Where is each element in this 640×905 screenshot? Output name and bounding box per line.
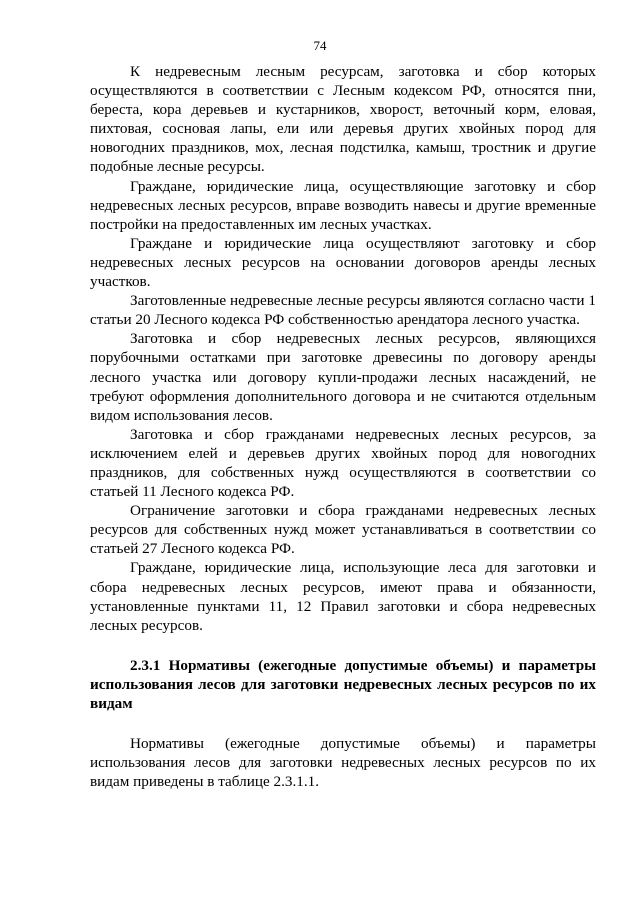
paragraph-felling-residues: Заготовка и сбор недревесных лесных ресурсов, являющихся порубочными остатками при заготовке древесины по договору аренды лесного участка или договору купли-продажи лесных насаждений, не требуют оформления дополнительного договора и не считаются отдельным видом использования лесов. [90, 330, 596, 424]
document-body [90, 62, 596, 791]
paragraph-rights-obligations: Граждане, юридические лица, использующие леса для заготовки и сбора недревесных лесных ресурсов, имеют права и обязанности, установленные пунктами 11, 12 Правил заготовки и сбора недревесных лесных ресурсов. [90, 559, 596, 634]
paragraph-ownership: Заготовленные недревесные лесные ресурсы являются согласно части 1 статьи 20 Лесного кодекса РФ собственностью арендатора лесного участка. [90, 292, 596, 329]
paragraph-restrictions: Ограничение заготовки и сбора гражданами недревесных лесных ресурсов для собственных нужд может устанавливаться в соответствии со статьей 27 Лесного кодекса РФ. [90, 502, 596, 558]
paragraph-non-timber-resources-definition: К недревесным лесным ресурсам, заготовка и сбор которых осуществляются в соответствии с Лесным кодексом РФ, относятся пни, береста, кора деревьев и кустарников, хворост, веточный корм, еловая, пихтовая, сосновая лапы, ели или деревья других хвойных пород для новогодних праздников, мох, лесная подстилка, камыш, тростник и другие подобные лесные ресурсы. [90, 63, 596, 176]
paragraph-lease-basis: Граждане и юридические лица осуществляют заготовку и сбор недревесных лесных ресурсов на основании договоров аренды лесных участков. [90, 234, 596, 291]
paragraph-personal-needs: Заготовка и сбор гражданами недревесных лесных ресурсов, за исключением елей и деревьев других хвойных пород для новогодних праздников, для собственных нужд осуществляются в соответствии со статьей 11 Лесного кодекса РФ. [90, 425, 596, 501]
section-heading: 2.3.1 Нормативы (ежегодные допустимые объемы) и параметры использования лесов для заготовки недревесных лесных ресурсов по их видам [90, 656, 596, 712]
paragraph-temporary-structures: Граждане, юридические лица, осуществляющие заготовку и сбор недревесных лесных ресурсов, вправе возводить навесы и другие временные постройки на предоставленных им лесных участках. [90, 177, 596, 233]
section-body-paragraph: Нормативы (ежегодные допустимые объемы) и параметры использования лесов для заготовки недревесных лесных ресурсов по их видам приведены в таблице 2.3.1.1. [90, 735, 596, 791]
page-number: 74 [313, 38, 327, 53]
